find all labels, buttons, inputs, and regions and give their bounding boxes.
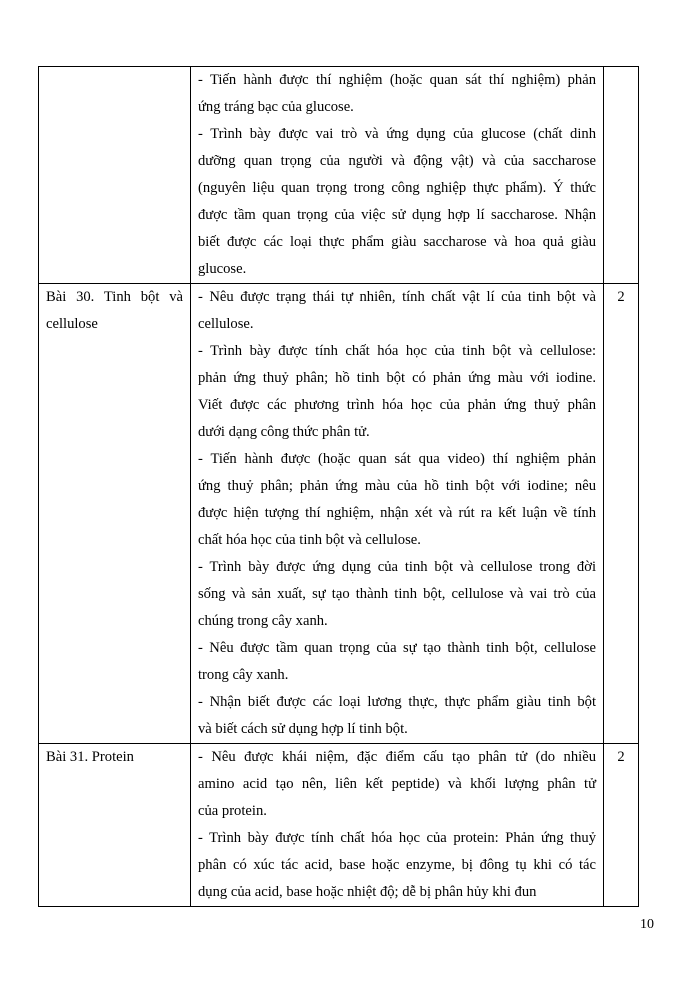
requirement-line: - Trình bày được ứng dụng của tinh bột và cellulose trong đời (198, 559, 596, 575)
lesson-title-line: Bài 30. Tinh bột và (46, 289, 183, 305)
requirement-item (198, 338, 596, 446)
requirement-line: chất hóa học của tinh bột và cellulose. (198, 532, 421, 548)
requirement-item (198, 284, 596, 338)
requirement-line: - Nêu được khái niệm, đặc điểm cấu tạo phân tử (do nhiều (198, 749, 596, 765)
lesson-cell (39, 284, 191, 744)
requirement-line: ứng thuỷ phân; phản ứng màu của hồ tinh bột với iodine; nêu (198, 478, 596, 494)
requirement-line: - Trình bày được tính chất hóa học của protein: Phản ứng thuỷ (198, 830, 596, 846)
table-row (39, 284, 639, 744)
requirement-line: được hiện tượng thí nghiệm, nhận xét và rút ra kết luận về tính (198, 505, 596, 521)
lesson-cell (39, 744, 191, 907)
periods-cell: 2 (604, 744, 639, 907)
requirement-item (198, 67, 596, 121)
table-row (39, 67, 639, 284)
lesson-title-line: cellulose (46, 316, 98, 332)
requirement-line: - Nêu được trạng thái tự nhiên, tính chất vật lí của tinh bột và (198, 289, 596, 305)
requirement-item (198, 689, 596, 743)
requirement-line: cellulose. (198, 316, 254, 332)
requirement-line: (nguyên liệu quan trọng trong công nghiệp thực phẩm). Ý thức (198, 180, 596, 196)
requirements-cell (191, 67, 604, 284)
requirement-line: - Nêu được tầm quan trọng của sự tạo thành tinh bột, cellulose (198, 640, 596, 656)
requirement-line: - Tiến hành được (hoặc quan sát qua video) thí nghiệm phản (198, 451, 596, 467)
requirement-line: - Trình bày được tính chất hóa học của tinh bột và cellulose: (198, 343, 596, 359)
requirement-line: được tầm quan trọng của việc sử dụng hợp lí saccharose. Nhận (198, 207, 596, 223)
curriculum-table (38, 66, 639, 907)
requirement-item (198, 554, 596, 635)
periods-cell: 2 (604, 284, 639, 744)
table-row (39, 744, 639, 907)
requirement-line: - Trình bày được vai trò và ứng dụng của glucose (chất dinh (198, 126, 596, 142)
periods-cell (604, 67, 639, 284)
requirement-item (198, 635, 596, 689)
requirement-line: dưỡng quan trọng của người và động vật) và của saccharose (198, 153, 596, 169)
requirement-line: biết được các loại thực phẩm giàu saccharose và hoa quả giàu (198, 234, 596, 250)
requirement-line: dưới dạng công thức phân tử. (198, 424, 370, 440)
requirement-line: và biết cách sử dụng hợp lí tinh bột. (198, 721, 408, 737)
lesson-title-line: Bài 31. Protein (46, 749, 134, 765)
requirement-line: phân có xúc tác acid, base hoặc enzyme, bị đông tụ khi có tác (198, 857, 596, 873)
requirement-line: amino acid tạo nên, liên kết peptide) và khối lượng phân tử (198, 776, 596, 792)
table-body (39, 67, 639, 907)
requirement-line: phản ứng thuỷ phân; hồ tinh bột có phản ứng màu với iodine. (198, 370, 596, 386)
requirement-line: sống và sản xuất, sự tạo thành tinh bột, cellulose và vai trò của (198, 586, 596, 602)
requirement-line: Viết được các phương trình hóa học của phản ứng thuỷ phân (198, 397, 596, 413)
requirement-item (198, 446, 596, 554)
requirement-item (198, 825, 596, 906)
requirement-line: glucose. (198, 261, 247, 277)
lesson-cell (39, 67, 191, 284)
requirement-item (198, 744, 596, 825)
requirements-cell (191, 284, 604, 744)
requirement-line: chúng trong cây xanh. (198, 613, 328, 629)
requirement-line: dụng của acid, base hoặc nhiệt độ; dễ bị phân hủy khi đun (198, 884, 537, 900)
page-number: 10 (640, 917, 654, 932)
requirement-line: trong cây xanh. (198, 667, 289, 683)
requirement-line: ứng tráng bạc của glucose. (198, 99, 354, 115)
requirement-item (198, 121, 596, 283)
requirement-line: của protein. (198, 803, 267, 819)
requirement-line: - Nhận biết được các loại lương thực, thực phẩm giàu tinh bột (198, 694, 596, 710)
requirement-line: - Tiến hành được thí nghiệm (hoặc quan sát thí nghiệm) phản (198, 72, 596, 88)
requirements-cell (191, 744, 604, 907)
